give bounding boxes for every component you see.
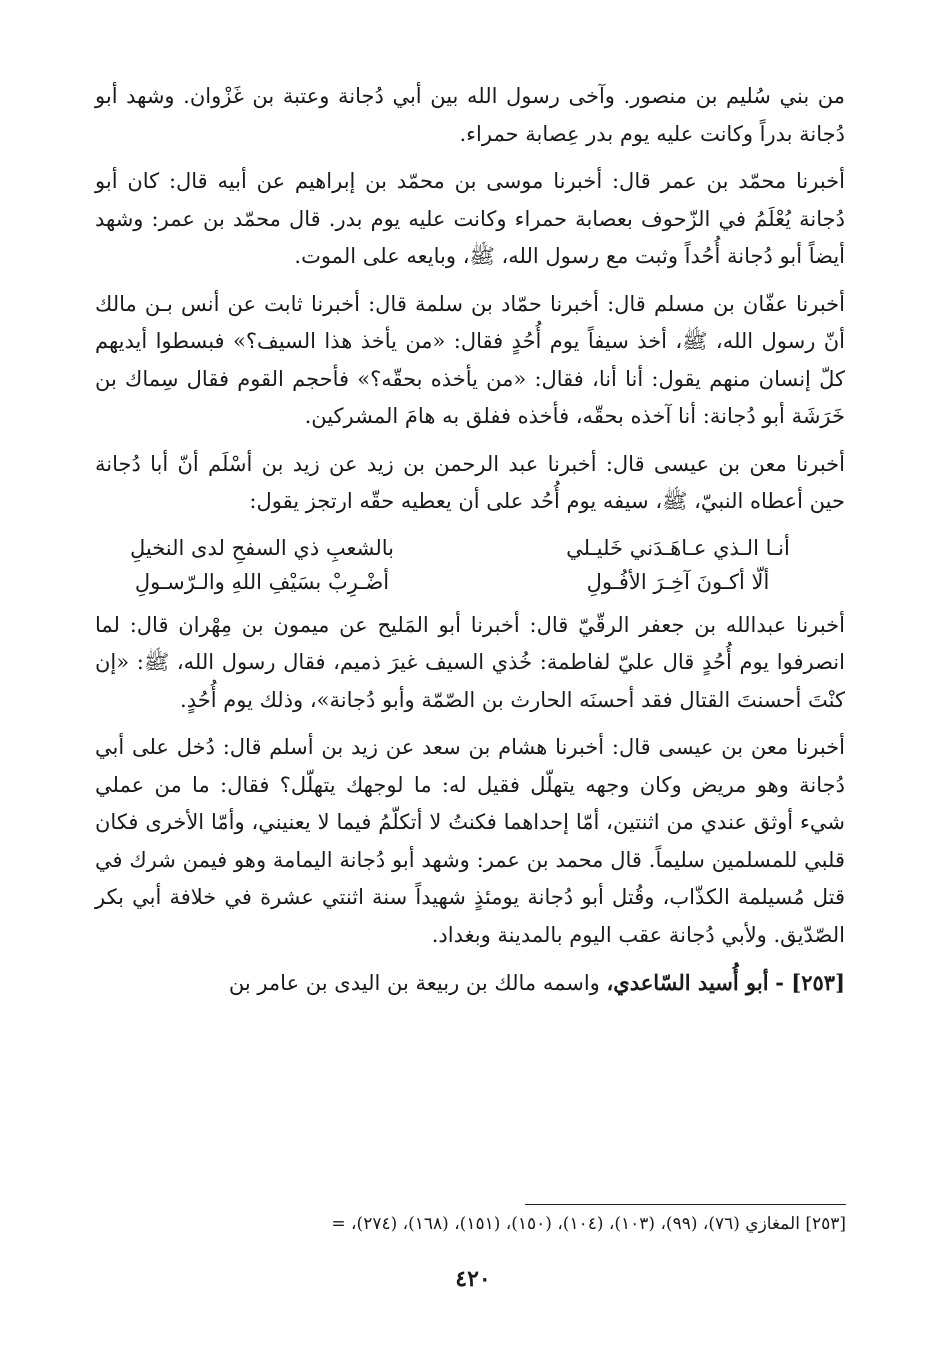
entry-number: [٢٥٣] - — [775, 970, 845, 995]
entry-heading — [95, 964, 845, 1003]
paragraph-6: أخبرنا معن بن عيسى قال: أخبرنا هشام بن سعد عن زيد بن أسلم قال: دُخل على أبي دُجانة وهو مريض وكان وجهه يتهلّل فقيل له: ما لوجهك يتهلّل؟ فقال: ما من عملي شيء أوثق عندي من اثنتين، أمّا إحداهما فكنتُ لا أتكلّمُ فيما لا يعنيني، وأمّا الأخرى فكان قلبي للمسلمين سليماً. قال محمد بن عمر: وشهد أبو دُجانة اليمامة وهو فيمن شرك في قتل مُسيلمة الكذّاب، وقُتل أبو دُجانة يومئذٍ شهيداً سنة اثنتي عشرة في خلافة أبي بكر الصّدّيق. ولأبي دُجانة عقب اليوم بالمدينة وبغداد. — [95, 735, 845, 947]
page-body — [95, 78, 845, 1003]
poem-hemistich-second: أضْـرِبْ بسَيْفِ اللهِ والـرّسـولِ — [134, 569, 390, 594]
page-number: ٤٢٠ — [455, 1266, 491, 1292]
paragraph-3: أخبرنا عفّان بن مسلم قال: أخبرنا حمّاد بن سلمة قال: أخبرنا ثابت عن أنس بـن مالك أنّ رسول الله، ﷺ، أخذ سيفاً يوم أُحُدٍ فقال: «من يأخذ هذا السيف؟» فبسطوا أيديهم كلّ إنسان منهم يقول: أنا أنا، فقال: «من يأخذه بحقّه؟» فأحجم القوم فقال سِماك بن خَرَشَة أبو دُجانة: أنا آخذه بحقّه، فأخذه ففلق به هامَ المشركين. — [95, 291, 845, 428]
entry-text: واسمه مالك بن ربيعة بن اليدى بن عامر بن — [228, 971, 600, 995]
paragraph-5: أخبرنا عبدالله بن جعفر الرقّيّ قال: أخبرنا أبو المَليح عن ميمون بن مِهْران قال: لما انصرفوا يوم أُحُدٍ قال عليّ لفاطمة: خُذي السيف غيرَ ذميم، فقال رسول الله، ﷺ: «إن كنْتَ أحسنتَ القتال فقد أحسنَه الحارث بن الصّمّة وأبو دُجانة»، وذلك يوم أُحُدٍ. — [95, 612, 845, 712]
paragraph-4: أخبرنا معن بن عيسى قال: أخبرنا عبد الرحمن بن زيد عن زيد بن أسْلَم أنّ أبا دُجانة حين أعطاه النبيّ، ﷺ، سيفه يوم أُحُد على أن يعطيه حقّه ارتجز يقول: — [95, 451, 845, 513]
poem-hemistich-second: بالشعبِ ذي السفحِ لدى النخيلِ — [130, 535, 394, 560]
paragraph-1: من بني سُليم بن منصور. وآخى رسول الله بين أبي دُجانة وعتبة بن غَزْوان. وشهد أبو دُجانة بدراً وكانت عليه يوم بدر عِصابة حمراء. — [95, 84, 845, 146]
poem-hemistich-first: ألّا أكـونَ آخِـرَ الأفُـولِ — [586, 569, 770, 594]
footnote: [٢٥٣] المغازي (٧٦)، (٩٩)، (١٠٣)، (١٠٤)، (١٥٠)، (١٥١)، (١٦٨)، (٢٧٤)، = — [331, 1214, 846, 1234]
poem — [95, 531, 845, 599]
poem-verse — [95, 565, 845, 599]
footnote-divider — [525, 1204, 846, 1205]
poem-verse — [95, 531, 845, 565]
poem-hemistich-first: أنـا الـذي عـاهَـدَني خَليـلي — [566, 535, 790, 560]
entry-name: أبو أُسيد السّاعدي، — [606, 970, 769, 995]
paragraph-2: أخبرنا محمّد بن عمر قال: أخبرنا موسى بن محمّد بن إبراهيم عن أبيه قال: كان أبو دُجانة يُعْلَمُ في الزّحوف بعصابة حمراء وكانت عليه يوم بدر. قال محمّد بن عمر: وشهد أيضاً أبو دُجانة أُحُداً وثبت مع رسول الله، ﷺ، وبايعه على الموت. — [95, 169, 845, 268]
